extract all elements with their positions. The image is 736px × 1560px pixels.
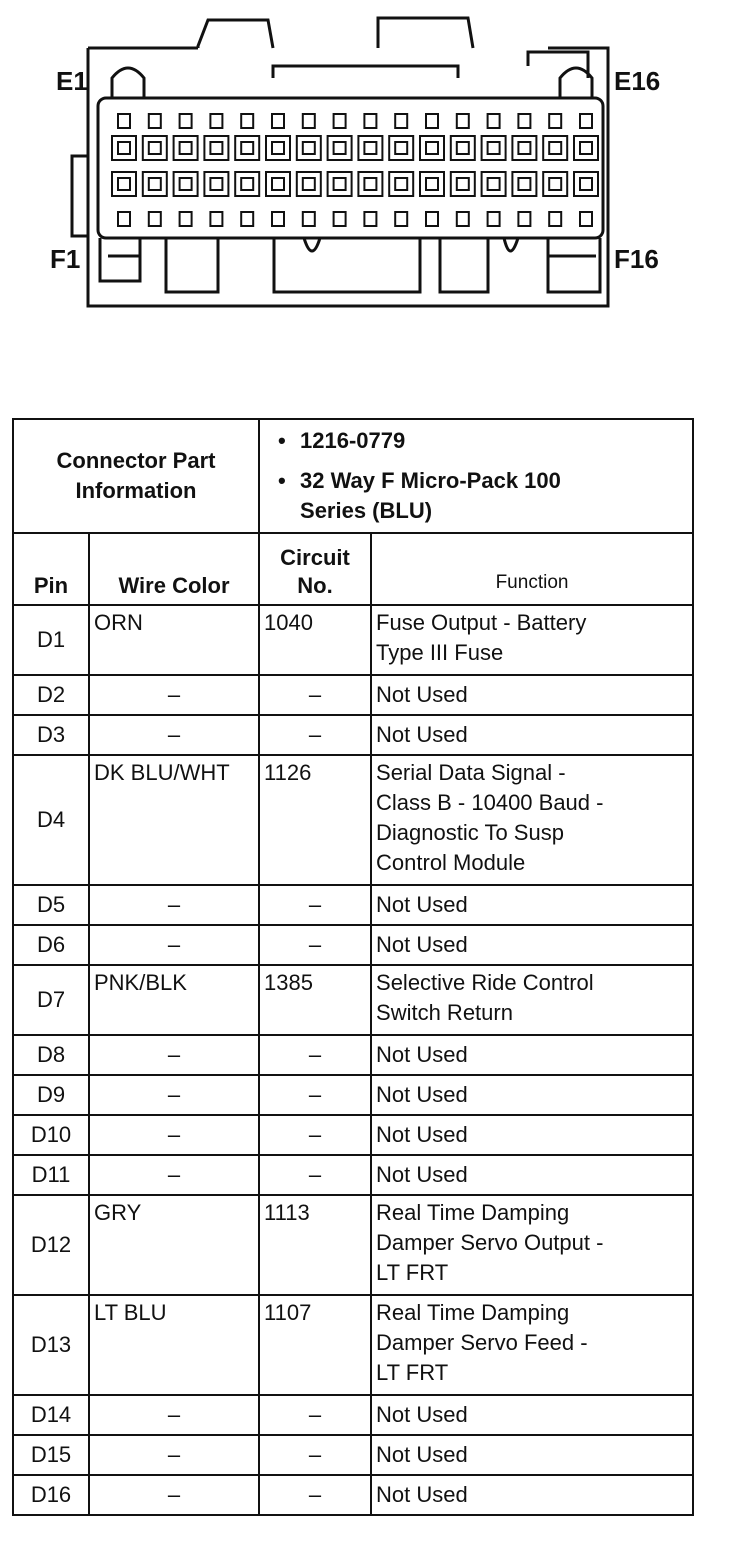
function-cell [371, 715, 693, 755]
terminal-slot-top [210, 114, 222, 128]
pin-cell: D7 [13, 965, 89, 1035]
cavity-e9 [358, 136, 382, 160]
cavity-e3 [174, 136, 198, 160]
table-row [13, 965, 693, 1035]
pin-cell: D13 [13, 1295, 89, 1395]
cavity-e14 [512, 136, 536, 160]
circuit-number-cell: – [259, 1475, 371, 1515]
connector-info-row [13, 419, 693, 533]
cavity-contact [488, 178, 500, 190]
terminal-slot-top [118, 114, 130, 128]
wire-color-cell: – [89, 715, 259, 755]
label-f16: F16 [614, 244, 659, 274]
pin-cell: D10 [13, 1115, 89, 1155]
label-e16: E16 [614, 66, 661, 96]
connector-face-diagram [48, 6, 668, 318]
pin-cell: D2 [13, 675, 89, 715]
function-line: Not Used [376, 1082, 468, 1107]
column-header-circuit-line1: Circuit [280, 545, 350, 570]
circuit-number-cell: – [259, 1155, 371, 1195]
table-row [13, 1395, 693, 1435]
terminal-slot-top [395, 114, 407, 128]
table-row [13, 925, 693, 965]
table-row [13, 1435, 693, 1475]
terminal-slot-top [426, 114, 438, 128]
terminal-slot-top [580, 114, 592, 128]
table-row [13, 715, 693, 755]
circuit-number-cell: 1040 [259, 605, 371, 675]
cavity-f4 [204, 172, 228, 196]
cavity-contact [518, 142, 530, 154]
cavity-e15 [543, 136, 567, 160]
circuit-number-cell: 1107 [259, 1295, 371, 1395]
terminal-slot-bottom [549, 212, 561, 226]
function-line: Fuse Output - Battery [376, 610, 587, 635]
function-line: Serial Data Signal - [376, 760, 566, 785]
function-cell [371, 1395, 693, 1435]
wire-color-cell: – [89, 925, 259, 965]
terminal-slot-bottom [518, 212, 530, 226]
pin-cell: D9 [13, 1075, 89, 1115]
terminal-slot-bottom [488, 212, 500, 226]
terminal-slot-top [180, 114, 192, 128]
function-cell [371, 965, 693, 1035]
terminal-slot-bottom [241, 212, 253, 226]
function-line: Not Used [376, 1122, 468, 1147]
pin-cell: D3 [13, 715, 89, 755]
cavity-contact [395, 142, 407, 154]
cavity-f16 [574, 172, 598, 196]
table-row [13, 1075, 693, 1115]
function-cell [371, 605, 693, 675]
terminal-slot-top [488, 114, 500, 128]
table-row [13, 1155, 693, 1195]
circuit-number-cell: 1385 [259, 965, 371, 1035]
circuit-number-cell: – [259, 1075, 371, 1115]
cavity-contact [488, 142, 500, 154]
function-line: Damper Servo Output - [376, 1230, 604, 1255]
function-line: Control Module [376, 850, 526, 875]
pin-cell: D1 [13, 605, 89, 675]
function-line: Not Used [376, 932, 468, 957]
wire-color-cell: – [89, 885, 259, 925]
connector-info-details [259, 419, 693, 533]
pin-cell: D6 [13, 925, 89, 965]
wire-color-cell: PNK/BLK [89, 965, 259, 1035]
wire-color-cell: ORN [89, 605, 259, 675]
circuit-number-cell: – [259, 1435, 371, 1475]
function-line: Not Used [376, 1402, 468, 1427]
terminal-slot-bottom [334, 212, 346, 226]
wire-color-cell: – [89, 1475, 259, 1515]
cavity-f13 [482, 172, 506, 196]
function-cell [371, 1075, 693, 1115]
cavity-contact [149, 178, 161, 190]
cavity-contact [241, 142, 253, 154]
cavity-f6 [266, 172, 290, 196]
terminal-slot-top [549, 114, 561, 128]
cavity-f10 [389, 172, 413, 196]
label-f1: F1 [50, 244, 81, 274]
table-row [13, 1195, 693, 1295]
terminal-slot-bottom [149, 212, 161, 226]
pin-cell: D5 [13, 885, 89, 925]
connector-description [300, 466, 688, 526]
function-line: Damper Servo Feed - [376, 1330, 588, 1355]
cavity-contact [303, 178, 315, 190]
wire-color-cell: – [89, 675, 259, 715]
table-row [13, 755, 693, 885]
pin-cell: D16 [13, 1475, 89, 1515]
cavity-contact [210, 142, 222, 154]
cavity-contact [518, 178, 530, 190]
connector-description-line1: 32 Way F Micro-Pack 100 [300, 468, 561, 493]
pin-cell: D4 [13, 755, 89, 885]
function-cell [371, 1115, 693, 1155]
cavity-f8 [328, 172, 352, 196]
function-cell [371, 1195, 693, 1295]
column-header-wire-color: Wire Color [89, 533, 259, 605]
function-line: Not Used [376, 1482, 468, 1507]
terminal-slot-bottom [364, 212, 376, 226]
cavity-contact [426, 178, 438, 190]
connector-info-label-line2: Information [75, 478, 197, 503]
cavity-contact [580, 178, 592, 190]
function-line: Class B - 10400 Baud - [376, 790, 604, 815]
part-number: • 1216-0779 [300, 426, 688, 456]
cavity-contact [210, 178, 222, 190]
cavity-contact [395, 178, 407, 190]
circuit-number-cell: – [259, 1395, 371, 1435]
cavity-f2 [143, 172, 167, 196]
cavity-f12 [451, 172, 475, 196]
wire-color-cell: LT BLU [89, 1295, 259, 1395]
cavity-e5 [235, 136, 259, 160]
function-line: Real Time Damping [376, 1300, 570, 1325]
function-line: LT FRT [376, 1260, 449, 1285]
function-cell [371, 675, 693, 715]
column-header-row [13, 533, 693, 605]
cavity-contact [272, 178, 284, 190]
pin-cell: D11 [13, 1155, 89, 1195]
terminal-slot-top [334, 114, 346, 128]
cavity-f11 [420, 172, 444, 196]
cavity-e16 [574, 136, 598, 160]
cavity-contact [180, 142, 192, 154]
cavity-contact [272, 142, 284, 154]
cavity-contact [549, 178, 561, 190]
connector-drawing [48, 6, 668, 318]
cavity-contact [334, 142, 346, 154]
pin-cell: D15 [13, 1435, 89, 1475]
cavity-contact [241, 178, 253, 190]
function-line: Not Used [376, 1042, 468, 1067]
function-line: Diagnostic To Susp [376, 820, 564, 845]
cavity-f5 [235, 172, 259, 196]
terminal-slot-bottom [180, 212, 192, 226]
wire-color-cell: – [89, 1155, 259, 1195]
terminal-slot-bottom [457, 212, 469, 226]
terminal-slot-top [241, 114, 253, 128]
circuit-number-cell: – [259, 885, 371, 925]
function-line: Not Used [376, 1162, 468, 1187]
function-line: Not Used [376, 682, 468, 707]
cavity-contact [303, 142, 315, 154]
function-cell [371, 1035, 693, 1075]
terminal-slot-bottom [118, 212, 130, 226]
function-cell [371, 755, 693, 885]
wire-color-cell: DK BLU/WHT [89, 755, 259, 885]
cavity-e12 [451, 136, 475, 160]
terminal-slot-top [272, 114, 284, 128]
circuit-number-cell: – [259, 925, 371, 965]
terminal-slot-bottom [395, 212, 407, 226]
function-line: LT FRT [376, 1360, 449, 1385]
cavity-contact [364, 178, 376, 190]
connector-description-line2: Series (BLU) [300, 498, 433, 523]
function-line: Switch Return [376, 1000, 513, 1025]
table-row [13, 1475, 693, 1515]
pin-cell: D8 [13, 1035, 89, 1075]
function-line: Real Time Damping [376, 1200, 570, 1225]
wire-color-cell: – [89, 1075, 259, 1115]
circuit-number-cell: – [259, 1035, 371, 1075]
terminal-slot-bottom [303, 212, 315, 226]
wire-color-cell: – [89, 1435, 259, 1475]
table-row [13, 605, 693, 675]
pinout-table [12, 418, 694, 1516]
cavity-e1 [112, 136, 136, 160]
cavity-contact [149, 142, 161, 154]
table-row [13, 1115, 693, 1155]
table-row [13, 675, 693, 715]
column-header-circuit [259, 533, 371, 605]
function-line: Selective Ride Control [376, 970, 594, 995]
terminal-slot-bottom [426, 212, 438, 226]
cavity-f7 [297, 172, 321, 196]
function-cell [371, 1475, 693, 1515]
terminal-slot-bottom [580, 212, 592, 226]
terminal-slot-bottom [210, 212, 222, 226]
function-cell [371, 1295, 693, 1395]
cavity-contact [580, 142, 592, 154]
table-row [13, 1035, 693, 1075]
circuit-number-cell: – [259, 715, 371, 755]
connector-info-label [13, 419, 259, 533]
cavity-e6 [266, 136, 290, 160]
column-header-circuit-line2: No. [297, 573, 333, 598]
cavity-f1 [112, 172, 136, 196]
cavity-e13 [482, 136, 506, 160]
wire-color-cell: GRY [89, 1195, 259, 1295]
function-line: Type III Fuse [376, 640, 504, 665]
terminal-slot-top [149, 114, 161, 128]
terminal-slot-top [303, 114, 315, 128]
cavity-e7 [297, 136, 321, 160]
terminal-slot-bottom [272, 212, 284, 226]
function-cell [371, 1155, 693, 1195]
cavity-contact [180, 178, 192, 190]
connector-info-label-line1: Connector Part [56, 448, 216, 473]
terminal-slot-top [518, 114, 530, 128]
circuit-number-cell: – [259, 1115, 371, 1155]
terminal-slot-top [364, 114, 376, 128]
cavity-contact [457, 142, 469, 154]
circuit-number-cell: 1113 [259, 1195, 371, 1295]
terminal-slot-top [457, 114, 469, 128]
wire-color-cell: – [89, 1395, 259, 1435]
column-header-pin: Pin [13, 533, 89, 605]
cavity-contact [426, 142, 438, 154]
label-e1: E1 [56, 66, 88, 96]
pin-cell: D12 [13, 1195, 89, 1295]
function-line: Not Used [376, 1442, 468, 1467]
cavity-e2 [143, 136, 167, 160]
function-line: Not Used [376, 892, 468, 917]
cavity-contact [457, 178, 469, 190]
cavity-e10 [389, 136, 413, 160]
cavity-contact [364, 142, 376, 154]
wire-color-cell: – [89, 1035, 259, 1075]
cavity-e4 [204, 136, 228, 160]
function-cell [371, 925, 693, 965]
table-row [13, 1295, 693, 1395]
function-cell [371, 1435, 693, 1475]
wire-color-cell: – [89, 1115, 259, 1155]
cavity-contact [118, 142, 130, 154]
cavity-f3 [174, 172, 198, 196]
cavity-f15 [543, 172, 567, 196]
cavity-f9 [358, 172, 382, 196]
table-row [13, 885, 693, 925]
function-cell [371, 885, 693, 925]
function-line: Not Used [376, 722, 468, 747]
cavity-f14 [512, 172, 536, 196]
cavity-contact [549, 142, 561, 154]
pin-cell: D14 [13, 1395, 89, 1435]
cavity-e11 [420, 136, 444, 160]
column-header-function: Function [371, 533, 693, 605]
cavity-e8 [328, 136, 352, 160]
cavity-contact [334, 178, 346, 190]
circuit-number-cell: 1126 [259, 755, 371, 885]
circuit-number-cell: – [259, 675, 371, 715]
cavity-contact [118, 178, 130, 190]
